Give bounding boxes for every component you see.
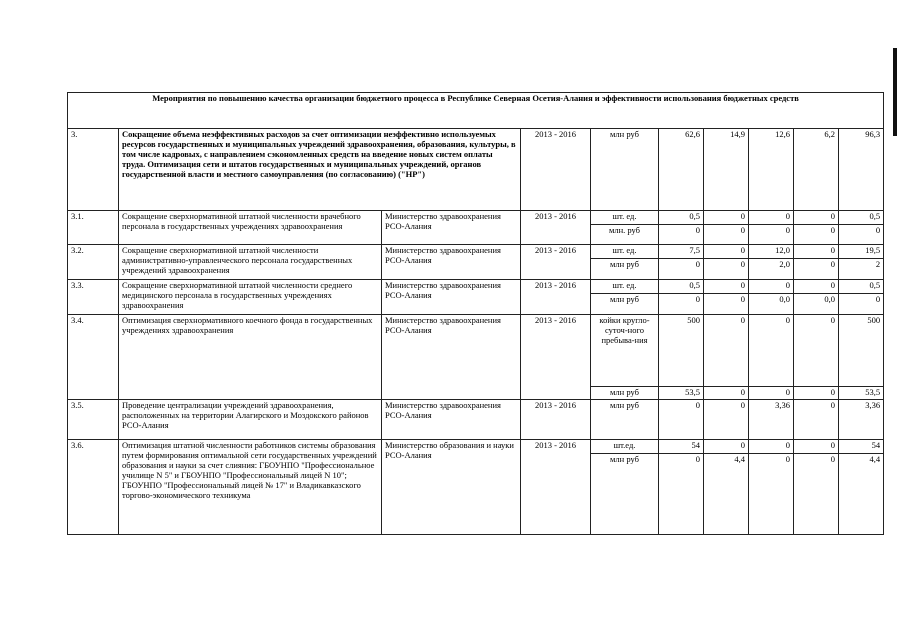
value-cell: 0 bbox=[704, 225, 749, 245]
value-cell: 0 bbox=[794, 454, 839, 535]
value-cell: 0 bbox=[659, 259, 704, 280]
value-cell: 7,5 bbox=[659, 245, 704, 259]
value-cell: 0 bbox=[749, 225, 794, 245]
value-cell: 12,6 bbox=[749, 129, 794, 211]
value-cell: 0 bbox=[659, 225, 704, 245]
executor: Министерство здравоохранения РСО-Алания bbox=[382, 245, 521, 280]
unit: млн руб bbox=[591, 387, 659, 400]
table-row bbox=[68, 280, 884, 294]
measure-name: Оптимизация сверхнормативного коечного фонда в государственных учреждениях здравоохранения bbox=[119, 315, 382, 400]
unit: шт.ед. bbox=[591, 440, 659, 454]
value-cell: 53,5 bbox=[839, 387, 884, 400]
unit: шт. ед. bbox=[591, 211, 659, 225]
value-cell: 0 bbox=[659, 454, 704, 535]
table-row bbox=[68, 440, 884, 454]
measure-name: Сокращение сверхнормативной штатной численности врачебного персонала в государственных учреждениях здравоохранения bbox=[119, 211, 382, 245]
period: 2013 - 2016 bbox=[521, 280, 591, 315]
scan-margin-mark bbox=[893, 48, 897, 136]
value-cell: 2 bbox=[839, 259, 884, 280]
measure-name: Сокращение объема неэффективных расходов за счет оптимизации неэффективно используемых ресурсов государственных и муниципальных учреждений здравоохранения, образования, культуры, в том числе кадровых, с направлением сэкономленных средств на введение новых систем оплаты труда. Оптимизация сети и штатов государственных и муниципальных учреждений, органов государственной власти и местного самоуправления (по согласованию) ("НР") bbox=[119, 129, 521, 211]
value-cell: 0 bbox=[704, 294, 749, 315]
measure-name: Оптимизация штатной численности работников системы образования путем формирования оптимальной сети государственных учреждений образования и науки за счет слияния: ГБОУНПО "Профессиональное училище N 5" и ГБОУНПО "Профессиональный лицей N 10"; ГБОУНПО "Профессиональный лицей № 17" и Владикавказского торгово-экономического техникума bbox=[119, 440, 382, 535]
value-cell: 0 bbox=[704, 280, 749, 294]
row-number: 3.1. bbox=[68, 211, 119, 245]
value-cell: 54 bbox=[659, 440, 704, 454]
measure-name: Сокращение сверхнормативной штатной численности среднего медицинского персонала в государственных учреждениях здравоохранения bbox=[119, 280, 382, 315]
value-cell: 0 bbox=[794, 259, 839, 280]
value-cell: 0 bbox=[794, 211, 839, 225]
value-cell: 0 bbox=[794, 400, 839, 440]
row-number: 3.4. bbox=[68, 315, 119, 400]
table-row bbox=[68, 245, 884, 259]
unit: койки кругло-суточ-ного пребыва-ния bbox=[591, 315, 659, 387]
value-cell: 0 bbox=[704, 211, 749, 225]
table-row bbox=[68, 400, 884, 440]
value-cell: 0 bbox=[659, 400, 704, 440]
value-cell: 0 bbox=[749, 387, 794, 400]
row-number: 3.2. bbox=[68, 245, 119, 280]
period: 2013 - 2016 bbox=[521, 400, 591, 440]
value-cell: 0 bbox=[749, 454, 794, 535]
value-cell: 96,3 bbox=[839, 129, 884, 211]
executor: Министерство образования и науки РСО-Алания bbox=[382, 440, 521, 535]
period: 2013 - 2016 bbox=[521, 315, 591, 400]
value-cell: 0,0 bbox=[794, 294, 839, 315]
value-cell: 0 bbox=[659, 294, 704, 315]
executor: Министерство здравоохранения РСО-Алания bbox=[382, 280, 521, 315]
value-cell: 0,5 bbox=[659, 280, 704, 294]
value-cell: 4,4 bbox=[839, 454, 884, 535]
value-cell: 4,4 bbox=[704, 454, 749, 535]
value-cell: 0 bbox=[704, 387, 749, 400]
unit: млн руб bbox=[591, 400, 659, 440]
value-cell: 0 bbox=[794, 387, 839, 400]
value-cell: 0,5 bbox=[839, 211, 884, 225]
value-cell: 0 bbox=[704, 400, 749, 440]
value-cell: 12,0 bbox=[749, 245, 794, 259]
value-cell: 3,36 bbox=[749, 400, 794, 440]
value-cell: 19,5 bbox=[839, 245, 884, 259]
value-cell: 3,36 bbox=[839, 400, 884, 440]
row-number: 3.6. bbox=[68, 440, 119, 535]
value-cell: 0 bbox=[749, 315, 794, 387]
value-cell: 0,0 bbox=[749, 294, 794, 315]
period: 2013 - 2016 bbox=[521, 211, 591, 245]
unit: млн руб bbox=[591, 129, 659, 211]
unit: млн руб bbox=[591, 259, 659, 280]
executor: Министерство здравоохранения РСО-Алания bbox=[382, 211, 521, 245]
value-cell: 62,6 bbox=[659, 129, 704, 211]
measure-name: Проведение централизации учреждений здравоохранения, расположенных на территории Алагирского и Моздокского районов РСО-Алания bbox=[119, 400, 382, 440]
value-cell: 0 bbox=[704, 259, 749, 280]
value-cell: 0 bbox=[839, 225, 884, 245]
value-cell: 0 bbox=[794, 245, 839, 259]
row-number: 3.5. bbox=[68, 400, 119, 440]
period: 2013 - 2016 bbox=[521, 440, 591, 535]
value-cell: 0 bbox=[794, 280, 839, 294]
executor: Министерство здравоохранения РСО-Алания bbox=[382, 400, 521, 440]
budget-measures-table bbox=[67, 92, 884, 535]
table-title: Мероприятия по повышению качества организации бюджетного процесса в Республике Северная Осетия-Алания и эффективности использования бюджетных средств bbox=[68, 93, 884, 129]
period: 2013 - 2016 bbox=[521, 129, 591, 211]
value-cell: 0 bbox=[839, 294, 884, 315]
unit: млн руб bbox=[591, 294, 659, 315]
period: 2013 - 2016 bbox=[521, 245, 591, 280]
value-cell: 0,5 bbox=[659, 211, 704, 225]
value-cell: 54 bbox=[839, 440, 884, 454]
value-cell: 2,0 bbox=[749, 259, 794, 280]
value-cell: 0 bbox=[749, 280, 794, 294]
value-cell: 500 bbox=[839, 315, 884, 387]
value-cell: 6,2 bbox=[794, 129, 839, 211]
value-cell: 0 bbox=[749, 440, 794, 454]
table-row bbox=[68, 129, 884, 211]
executor: Министерство здравоохранения РСО-Алания bbox=[382, 315, 521, 400]
value-cell: 0 bbox=[704, 440, 749, 454]
measure-name: Сокращение сверхнормативной штатной численности административно-управленческого персонала государственных учреждений здравоохранения bbox=[119, 245, 382, 280]
unit: шт. ед. bbox=[591, 245, 659, 259]
value-cell: 0,5 bbox=[839, 280, 884, 294]
row-number: 3.3. bbox=[68, 280, 119, 315]
table-row bbox=[68, 315, 884, 387]
value-cell: 53,5 bbox=[659, 387, 704, 400]
unit: шт. ед. bbox=[591, 280, 659, 294]
value-cell: 0 bbox=[704, 315, 749, 387]
unit: млн. руб bbox=[591, 225, 659, 245]
value-cell: 14,9 bbox=[704, 129, 749, 211]
table-row bbox=[68, 211, 884, 225]
value-cell: 0 bbox=[794, 225, 839, 245]
value-cell: 0 bbox=[749, 211, 794, 225]
unit: млн руб bbox=[591, 454, 659, 535]
value-cell: 0 bbox=[704, 245, 749, 259]
row-number: 3. bbox=[68, 129, 119, 211]
value-cell: 0 bbox=[794, 315, 839, 387]
value-cell: 500 bbox=[659, 315, 704, 387]
value-cell: 0 bbox=[794, 440, 839, 454]
